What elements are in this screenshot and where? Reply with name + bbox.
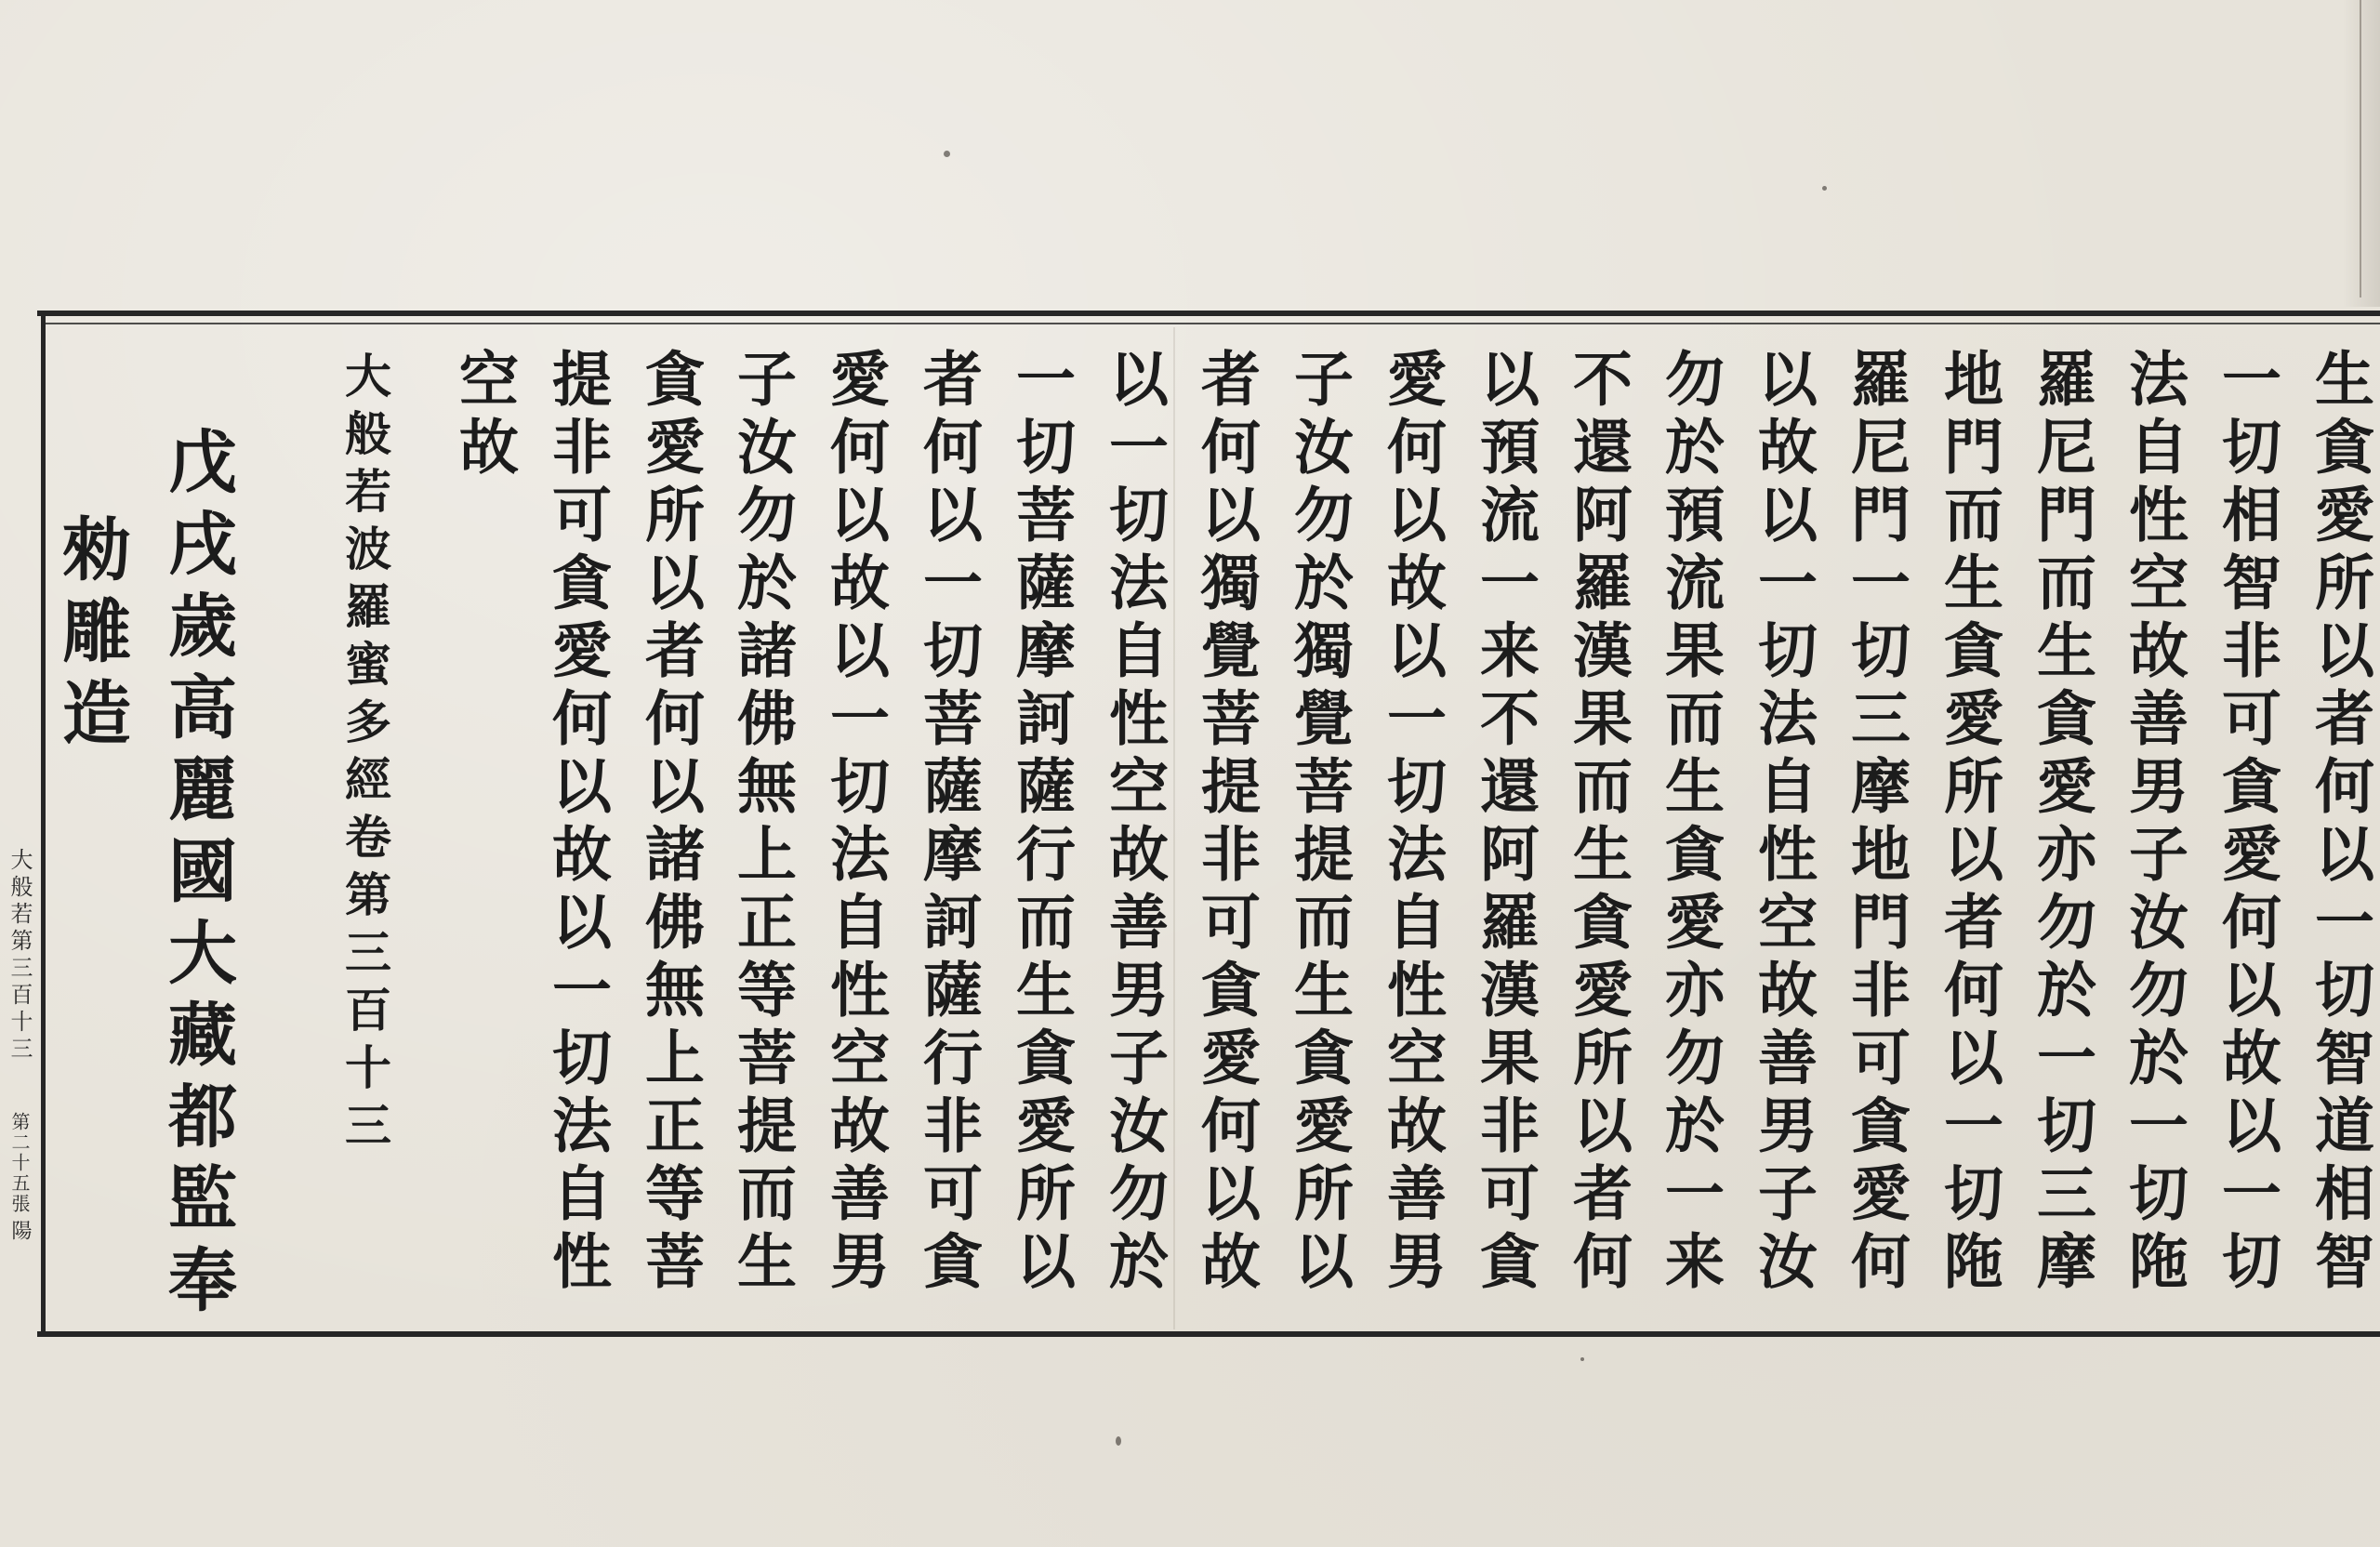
margin-case-mark: 陽: [8, 1220, 32, 1240]
text-column: 以預流一来不還阿羅漢果非可貪: [1470, 348, 1540, 1298]
text-column: 提非可貪愛何以故以一切法自性: [542, 348, 612, 1298]
text-column: 愛何以故以一切法自性空故善男: [1377, 348, 1447, 1298]
paper-speck: [944, 151, 950, 157]
text-column: 法自性空故善男子汝勿於一切陁: [2119, 348, 2188, 1298]
text-column: 以故以一切法自性空故善男子汝: [1748, 348, 1818, 1298]
text-column: 貪愛所以者何以諸佛無上正等菩: [635, 348, 705, 1298]
text-column: 空故: [449, 348, 519, 483]
text-column: 以一切法自性空故善男子汝勿於: [1099, 348, 1169, 1298]
left-border-line: [41, 311, 46, 1337]
sheet-seam: [1173, 327, 1175, 1329]
margin-volume-label: 大般若第三百十三: [7, 848, 33, 1064]
top-border-inner-line: [45, 323, 2380, 324]
text-column: 羅尼門而生貪愛亦勿於一切三摩: [2027, 348, 2096, 1298]
page-fold-edge: [2360, 0, 2361, 298]
colophon-line: 勑雕造: [51, 513, 131, 759]
paper-speck: [1822, 186, 1827, 191]
paper-speck: [1116, 1436, 1121, 1446]
top-border-line: [37, 311, 2380, 316]
text-column: 一切相智非可貪愛何以故以一切: [2212, 348, 2281, 1298]
text-column: 地門而生貪愛所以者何以一切陁: [1934, 348, 2003, 1298]
paper-speck: [1580, 1357, 1584, 1361]
text-column: 生貪愛所以者何以一切智道相智: [2305, 348, 2374, 1298]
text-column: 子汝勿於諸佛無上正等菩提而生: [727, 348, 797, 1298]
text-column: 愛何以故以一切法自性空故善男: [820, 348, 890, 1298]
margin-sheet-label: 第二十五張: [8, 1112, 31, 1214]
text-column: 者何以一切菩薩摩訶薩行非可貪: [913, 348, 983, 1298]
page-fold-shadow: [2343, 0, 2380, 307]
text-column: 一切菩薩摩訶薩行而生貪愛所以: [1006, 348, 1076, 1298]
bottom-border-line: [37, 1331, 2380, 1337]
text-column: 子汝勿於獨覺菩提而生貪愛所以: [1284, 348, 1354, 1298]
colophon-line: 戊戌歲高麗國大藏都監奉: [157, 426, 237, 1326]
text-column: 羅尼門一切三摩地門非可貪愛何: [1841, 348, 1911, 1298]
sutra-title: 大般若波羅蜜多經卷第三百十三: [337, 351, 392, 1158]
text-column: 勿於預流果而生貪愛亦勿於一来: [1655, 348, 1725, 1298]
text-column: 者何以獨覺菩提非可貪愛何以故: [1191, 348, 1261, 1298]
text-column: 不還阿羅漢果而生貪愛所以者何: [1563, 348, 1633, 1298]
